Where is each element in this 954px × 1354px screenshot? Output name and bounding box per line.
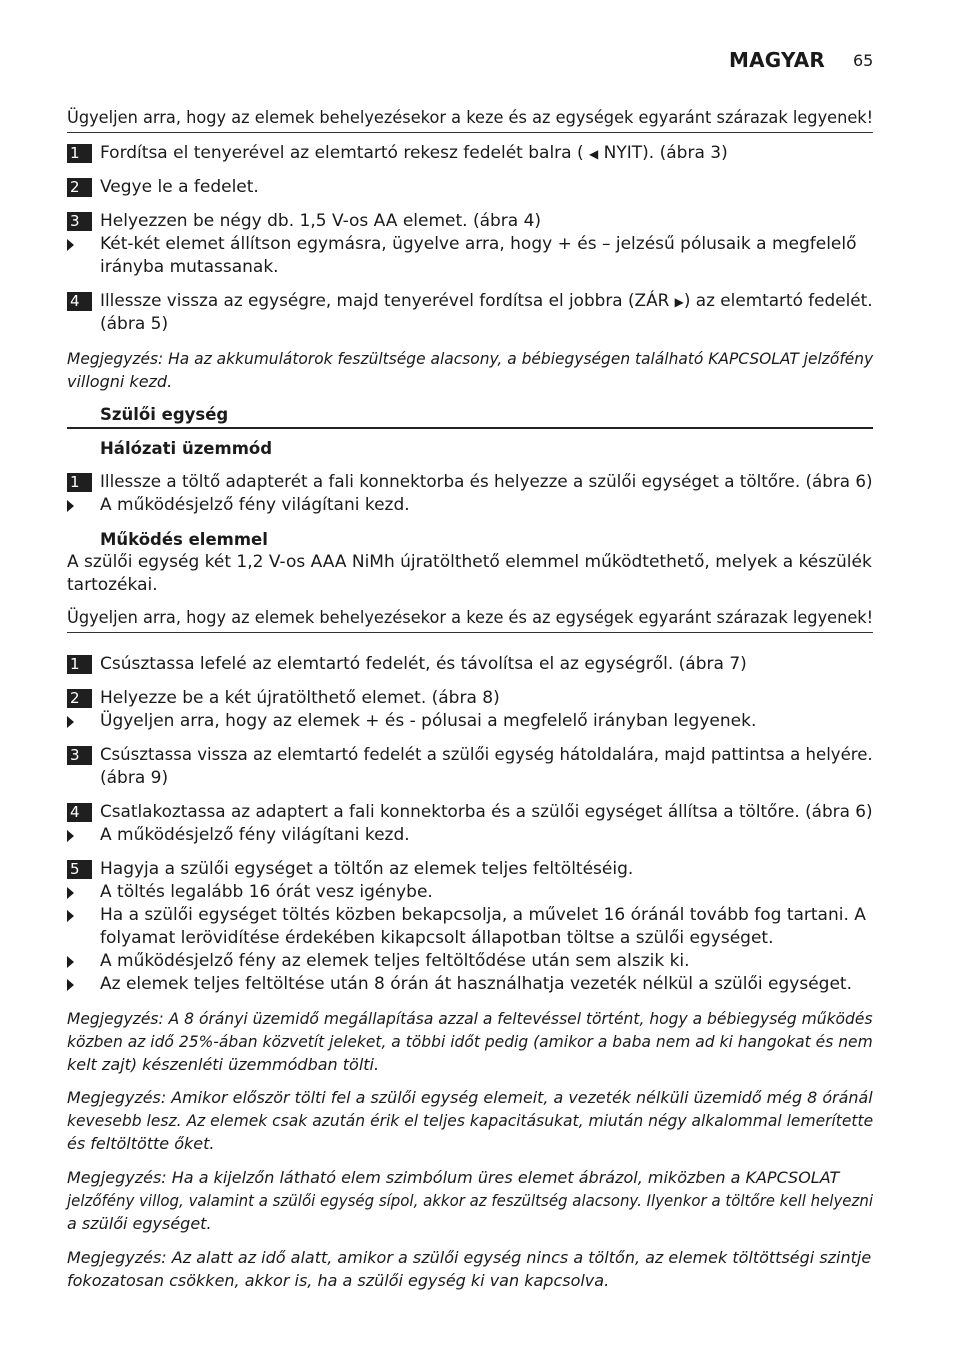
section-language-label: MAGYAR — [729, 48, 826, 72]
section-heading: Szülői egység — [100, 405, 229, 424]
warning-text: Ügyeljen arra, hogy az elemek behelyezésekor a keze és az egységek egyaránt szárazak legyenek! — [67, 607, 873, 633]
step-text: Csúsztassa vissza az elemtartó fedelét a szülői egység hátoldalára, majd pattintsa a helyére. — [100, 745, 873, 765]
bullet-icon — [67, 239, 74, 251]
step-text: Csatlakoztassa az adaptert a fali konnektorba és a szülői egységet állítsa a töltőre. (ábra 6) — [100, 802, 873, 822]
arrow-right-icon: ▶ — [674, 295, 684, 309]
bullet-icon — [67, 887, 74, 899]
subsection-heading: Hálózati üzemmód — [100, 439, 273, 458]
step-number: 3 — [67, 212, 92, 231]
step-text — [100, 142, 728, 166]
note-text: és feltöltötte őket. — [67, 1134, 215, 1153]
bullet-text: Ügyeljen arra, hogy az elemek + és - pólusai a megfelelő irányban legyenek. — [100, 711, 757, 731]
step-number: 1 — [67, 473, 92, 492]
note-text: a szülői egységet. — [67, 1214, 212, 1233]
step-number: 1 — [67, 144, 92, 163]
step-text: Csúsztassa lefelé az elemtartó fedelét, és távolítsa el az egységről. (ábra 7) — [100, 654, 747, 674]
body-text: tartozékai. — [67, 575, 158, 595]
bullet-text: Az elemek teljes feltöltése után 8 órán át használhatja vezeték nélkül a szülői egységet. — [100, 974, 853, 994]
note-text: Megjegyzés: Az alatt az idő alatt, amikor a szülői egység nincs a töltőn, az elemek töltöttségi szintje — [67, 1248, 872, 1267]
step-text-part: NYIT). (ábra 3) — [603, 143, 728, 163]
step-text: Vegye le a fedelet. — [100, 177, 259, 197]
step-number: 4 — [67, 292, 92, 311]
step-text: Illessze a töltő adapterét a fali konnektorba és helyezze a szülői egységet a töltőre. (ábra 6) — [100, 472, 873, 492]
note-text: közben az idő 25%-ában közvetít jeleket, a többi időt pedig (amikor a baba nem ad ki hangokat és nem — [67, 1032, 873, 1051]
note-text: Megjegyzés: Ha az akkumulátorok feszültsége alacsony, a bébiegységen található KAPCSOLAT jelzőfény — [67, 349, 874, 368]
step-text: (ábra 9) — [100, 768, 169, 788]
bullet-text: Ha a szülői egységet töltés közben bekapcsolja, a művelet 16 óránál tovább fog tartani. A — [100, 905, 866, 925]
bullet-icon — [67, 716, 74, 728]
step-text: Hagyja a szülői egységet a töltőn az elemek teljes feltöltéséig. — [100, 859, 634, 879]
subsection-heading: Működés elemmel — [100, 530, 268, 549]
bullet-icon — [67, 956, 74, 968]
step-text-part: Fordítsa el tenyerével az elemtartó rekesz fedelét balra ( — [100, 143, 584, 163]
section-divider — [67, 427, 873, 429]
bullet-icon — [67, 910, 74, 922]
step-text: Helyezze be a két újratölthető elemet. (ábra 8) — [100, 688, 500, 708]
step-text: Helyezzen be négy db. 1,5 V-os AA elemet. (ábra 4) — [100, 211, 542, 231]
bullet-text: irányba mutassanak. — [100, 257, 279, 277]
warning-text: Ügyeljen arra, hogy az elemek behelyezésekor a keze és az egységek egyaránt szárazak legyenek! — [67, 107, 873, 133]
bullet-text: Két-két elemet állítson egymásra, ügyelve arra, hogy + és – jelzésű pólusaik a megfelelő — [100, 234, 857, 254]
note-text: kelt zajt) készenléti üzemmódban tölti. — [67, 1055, 380, 1074]
body-text: A szülői egység két 1,2 V-os AAA NiMh újratölthető elemmel működtethető, melyek a készülék — [67, 552, 872, 572]
bullet-text: A töltés legalább 16 órát vesz igénybe. — [100, 882, 433, 902]
bullet-icon — [67, 979, 74, 991]
note-text: kevesebb lesz. Az elemek csak azután érik el teljes kapacitásukat, miután négy alkalommal lemerítette — [67, 1111, 874, 1130]
bullet-icon — [67, 830, 74, 842]
step-number: 4 — [67, 803, 92, 822]
bullet-text: A működésjelző fény világítani kezd. — [100, 495, 410, 515]
step-text-part: Illessze vissza az egységre, majd tenyerével fordítsa el jobbra (ZÁR — [100, 291, 670, 311]
note-text: Megjegyzés: A 8 órányi üzemidő megállapítása azzal a feltevéssel történt, hogy a bébiegység működés — [67, 1009, 873, 1028]
arrow-left-icon: ◀ — [589, 147, 599, 161]
page-number: 65 — [853, 51, 874, 70]
note-text: jelzőfény villog, valamint a szülői egység sípol, akkor az feszültség alacsony. Ilyenkor a töltőre kell helyezni — [67, 1191, 874, 1210]
bullet-text: A működésjelző fény az elemek teljes feltöltődése után sem alszik ki. — [100, 951, 690, 971]
step-text-part: ) az elemtartó fedelét. — [683, 291, 873, 311]
step-number: 5 — [67, 860, 92, 879]
bullet-text: folyamat lerövidítése érdekében kikapcsolt állapotban töltse a szülői egységet. — [100, 928, 774, 948]
step-number: 1 — [67, 655, 92, 674]
step-number: 2 — [67, 178, 92, 197]
note-text: fokozatosan csökken, akkor is, ha a szülői egység ki van kapcsolva. — [67, 1271, 610, 1290]
step-text — [100, 290, 873, 314]
note-text: Megjegyzés: Amikor először tölti fel a szülői egység elemeit, a vezeték nélküli üzemidő még 8 óránál — [67, 1088, 873, 1107]
bullet-text: A működésjelző fény világítani kezd. — [100, 825, 410, 845]
step-number: 2 — [67, 689, 92, 708]
step-number: 3 — [67, 746, 92, 765]
note-text: villogni kezd. — [67, 372, 173, 391]
note-text: Megjegyzés: Ha a kijelzőn látható elem szimbólum üres elemet ábrázol, miközben a KAPCSOLAT — [67, 1168, 840, 1187]
step-text: (ábra 5) — [100, 314, 169, 334]
bullet-icon — [67, 500, 74, 512]
